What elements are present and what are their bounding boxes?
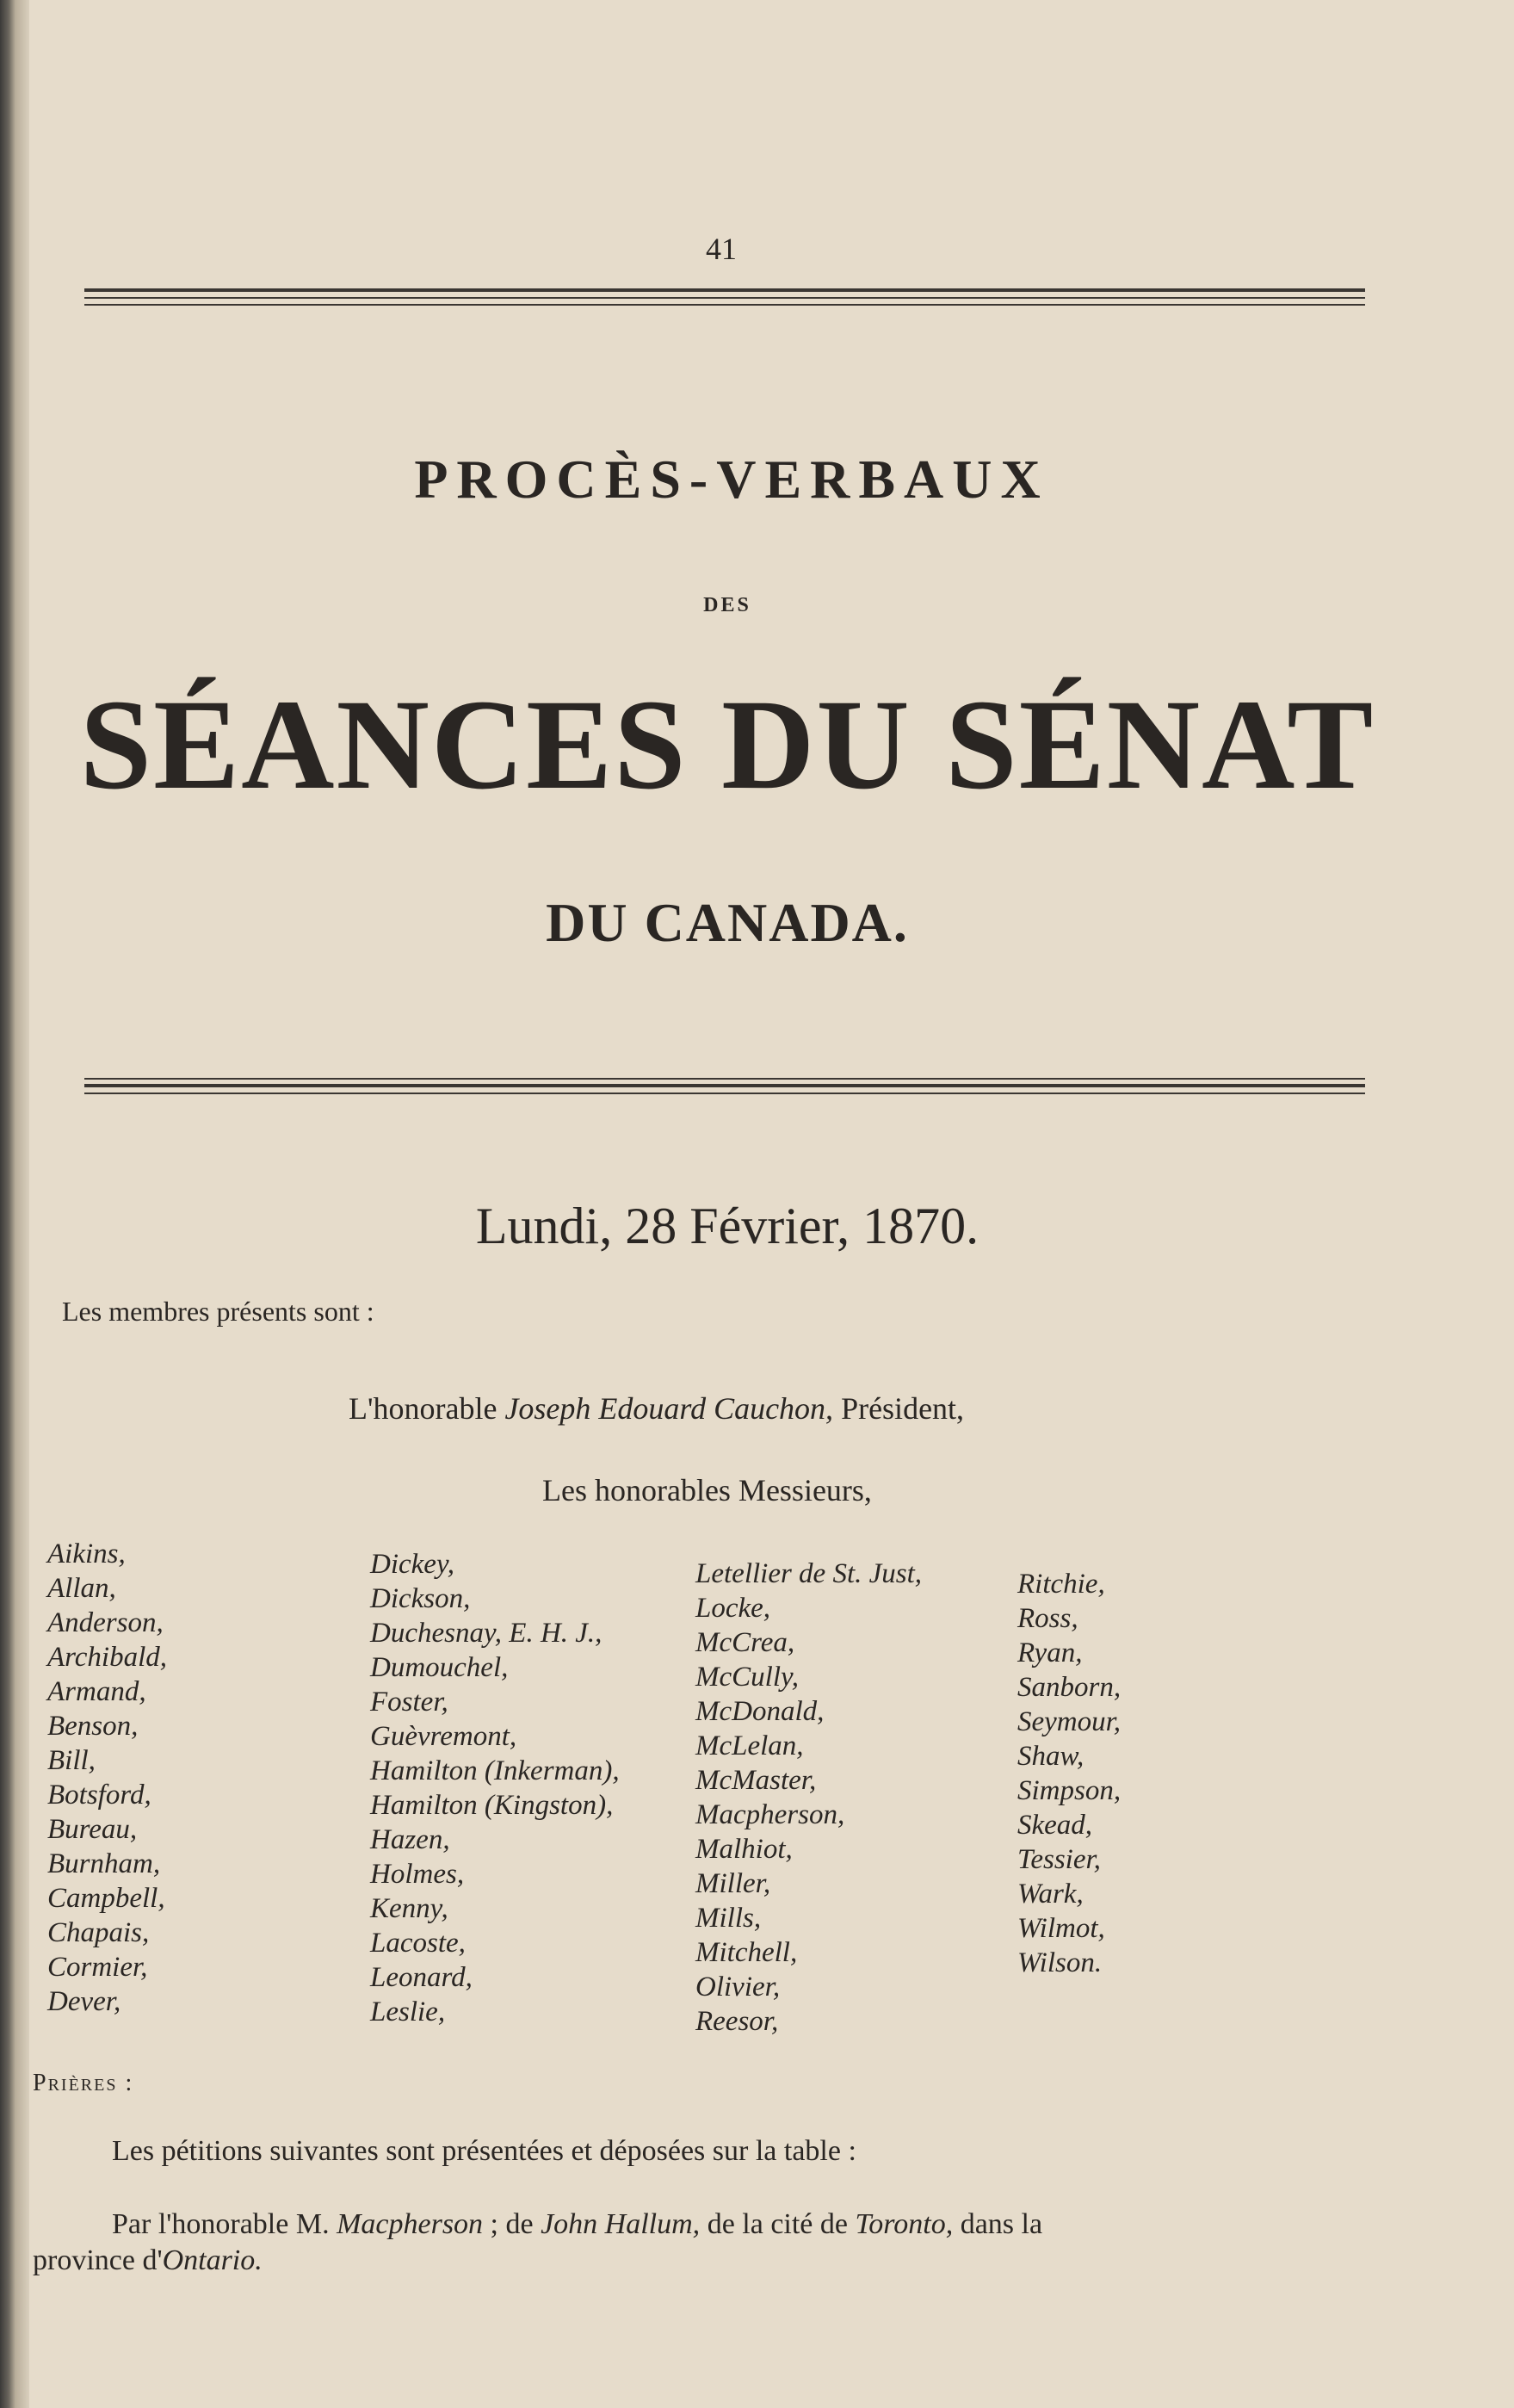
senator-name: Cormier,	[47, 1952, 148, 1983]
petition-city: Toronto,	[855, 2208, 954, 2240]
senators-column-1	[47, 1537, 167, 2019]
senator-name: Tessier,	[1017, 1844, 1101, 1875]
senator-name: Hamilton (Inkerman),	[370, 1755, 620, 1786]
senator-name: McCrea,	[695, 1627, 795, 1658]
senator-name: Dumouchel,	[370, 1652, 509, 1683]
senator-name: Kenny,	[370, 1893, 448, 1924]
petition-line-2	[33, 2244, 263, 2277]
president-line	[349, 1390, 964, 1427]
senator-name: Simpson,	[1017, 1775, 1122, 1806]
title-seances-du-senat: SÉANCES DU SÉNAT	[79, 673, 1375, 816]
senator-name: Lacoste,	[370, 1928, 466, 1959]
petition-sponsor: Macpherson	[337, 2208, 484, 2240]
petition-text: Par l'honorable M.	[112, 2208, 330, 2240]
senator-name: Macpherson,	[695, 1799, 845, 1830]
senator-name: Wark,	[1017, 1879, 1084, 1910]
petition-text: ; de	[490, 2208, 534, 2240]
senator-name: McLelan,	[695, 1730, 804, 1761]
senators-column-4	[1017, 1567, 1121, 1980]
senator-name: Botsford,	[47, 1780, 151, 1811]
senator-name: Letellier de St. Just,	[695, 1558, 923, 1589]
senator-name: Guèvremont,	[370, 1721, 517, 1752]
senator-name: Armand,	[47, 1676, 146, 1707]
petition-line-1	[112, 2208, 1042, 2241]
senator-name: Ross,	[1017, 1603, 1078, 1634]
senator-name: Mitchell,	[695, 1937, 798, 1968]
senator-name: McDonald,	[695, 1696, 825, 1727]
senator-name: Archibald,	[47, 1642, 168, 1673]
senator-name: Burnham,	[47, 1848, 161, 1879]
session-date: Lundi, 28 Février, 1870.	[475, 1198, 979, 1254]
senator-name: Ritchie,	[1017, 1569, 1105, 1600]
members-intro: Les membres présents sont :	[62, 1296, 374, 1327]
senator-name: Miller,	[695, 1868, 771, 1899]
petitions-intro: Les pétitions suivantes sont présentées et déposées sur la table :	[112, 2135, 856, 2167]
senator-name: Dever,	[47, 1986, 121, 2017]
senator-name: Bill,	[47, 1745, 96, 1776]
senator-name: McMaster,	[695, 1765, 817, 1796]
senator-name: Chapais,	[47, 1917, 150, 1948]
senator-name: Locke,	[695, 1593, 771, 1624]
senator-name: Seymour,	[1017, 1706, 1122, 1737]
senator-name: Leslie,	[370, 1996, 446, 2027]
title-des: DES	[703, 594, 751, 616]
senator-name: Leonard,	[370, 1962, 473, 1993]
senator-name: Dickson,	[370, 1583, 471, 1614]
prieres-heading: Prières :	[33, 2070, 134, 2096]
president-name: Joseph Edouard Cauchon,	[504, 1391, 834, 1426]
president-prefix: L'honorable	[349, 1391, 497, 1426]
senator-name: Reesor,	[695, 2006, 779, 2037]
senator-name: Malhiot,	[695, 1834, 793, 1865]
senators-column-3	[695, 1557, 922, 2039]
senator-name: Ryan,	[1017, 1637, 1083, 1668]
senator-name: Hamilton (Kingston),	[370, 1790, 614, 1821]
senator-name: Benson,	[47, 1711, 139, 1742]
senator-name: Mills,	[695, 1903, 762, 1934]
title-proces-verbaux: PROCÈS-VERBAUX	[414, 449, 1049, 510]
petitioner-name: John Hallum,	[541, 2208, 701, 2240]
senator-name: Aikins,	[47, 1538, 126, 1569]
petition-text: de la cité de	[707, 2208, 848, 2240]
president-role: Président,	[841, 1391, 965, 1426]
senator-name: Sanborn,	[1017, 1672, 1122, 1703]
petition-province: Ontario.	[162, 2244, 263, 2276]
petition-text: dans la	[960, 2208, 1043, 2240]
senator-name: Duchesnay, E. H. J.,	[370, 1618, 603, 1649]
senator-name: Anderson,	[47, 1607, 164, 1638]
senator-name: Foster,	[370, 1687, 448, 1718]
honorables-heading: Les honorables Messieurs,	[542, 1473, 872, 1507]
senator-name: Skead,	[1017, 1810, 1093, 1841]
senator-name: Wilmot,	[1017, 1913, 1105, 1944]
senator-name: Campbell,	[47, 1883, 165, 1914]
senator-name: Allan,	[47, 1573, 116, 1604]
header-rule-bottom	[84, 1078, 1365, 1094]
senator-name: Hazen,	[370, 1824, 450, 1855]
title-du-canada: DU CANADA.	[546, 892, 909, 953]
senator-name: Wilson.	[1017, 1947, 1103, 1978]
petition-text: province d'	[33, 2244, 163, 2276]
senator-name: Shaw,	[1017, 1741, 1085, 1772]
senator-name: McCully,	[695, 1662, 800, 1693]
page-number: 41	[706, 232, 737, 266]
senator-name: Bureau,	[47, 1814, 138, 1845]
header-rule-top	[84, 288, 1365, 306]
senator-name: Dickey,	[370, 1549, 455, 1580]
senator-name: Olivier,	[695, 1972, 781, 2003]
senators-column-2	[370, 1547, 620, 2029]
senator-name: Holmes,	[370, 1859, 465, 1890]
